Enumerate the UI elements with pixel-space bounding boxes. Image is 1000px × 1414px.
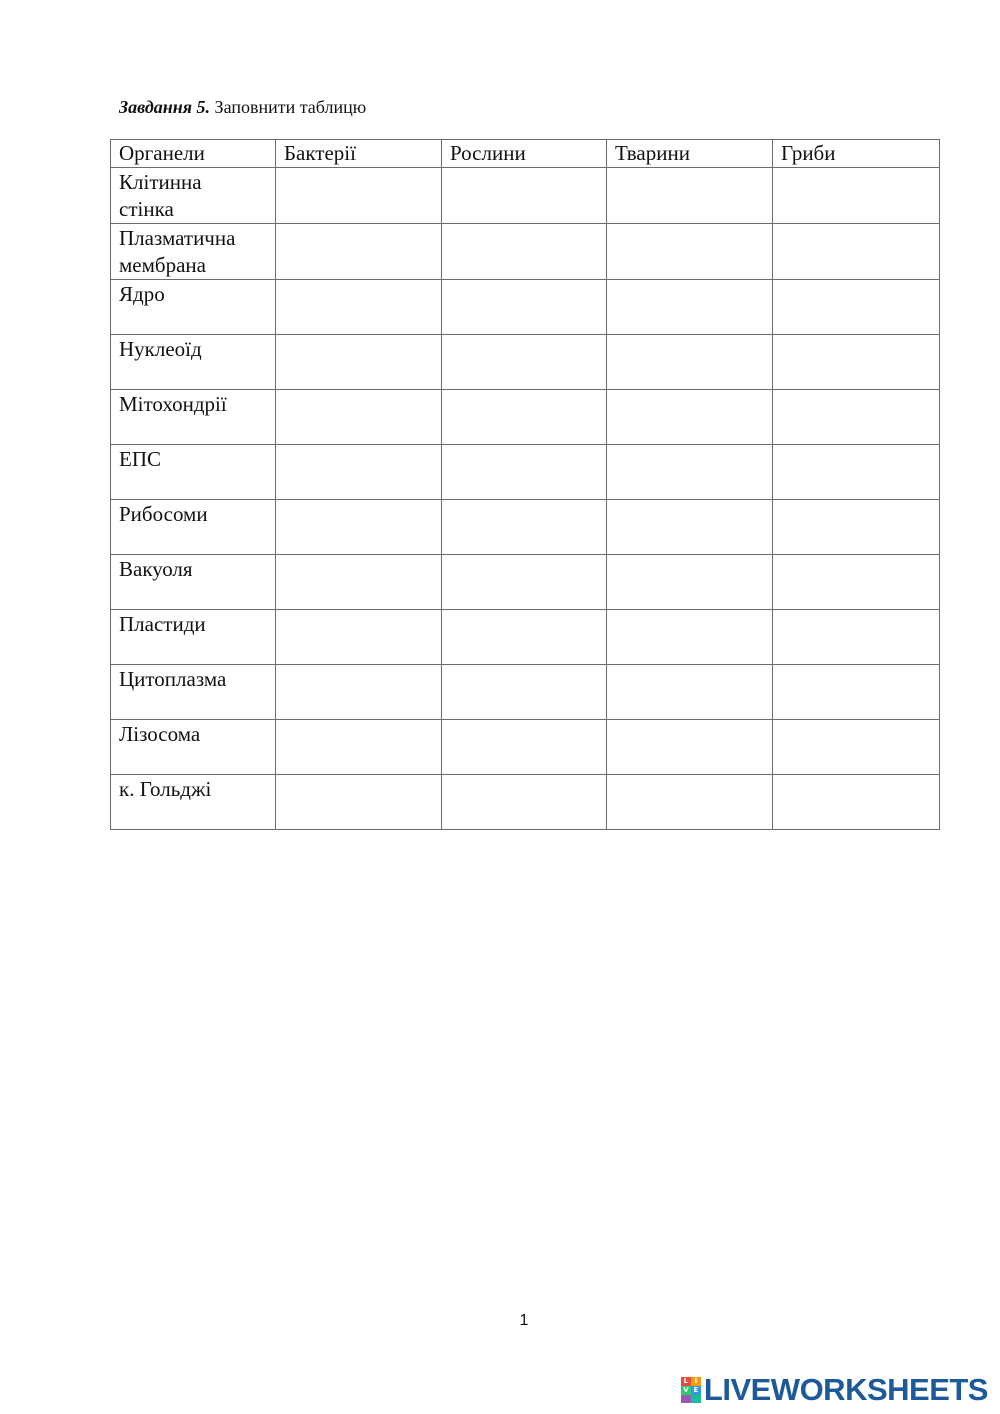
organelle-name-cell — [111, 224, 276, 280]
answer-cell-fungi[interactable] — [773, 775, 940, 830]
header-row — [111, 140, 940, 168]
answer-cell-fungi[interactable] — [773, 280, 940, 335]
answer-cell-fungi[interactable] — [773, 610, 940, 665]
organelle-name-cell — [111, 665, 276, 720]
column-header-plants: Рослини — [442, 140, 607, 168]
answer-cell-fungi[interactable] — [773, 390, 940, 445]
page-number: 1 — [519, 1312, 529, 1329]
logo-tile: V — [681, 1386, 691, 1395]
answer-cell-plants[interactable] — [442, 610, 607, 665]
column-header-organelles: Органели — [111, 140, 276, 168]
answer-cell-bacteria[interactable] — [276, 224, 442, 280]
answer-cell-animals[interactable] — [607, 390, 773, 445]
organelle-name-cell — [111, 390, 276, 445]
answer-cell-animals[interactable] — [607, 280, 773, 335]
table-row — [111, 500, 940, 555]
table-row — [111, 280, 940, 335]
answer-cell-bacteria[interactable] — [276, 335, 442, 390]
table-body — [111, 140, 940, 830]
answer-cell-animals[interactable] — [607, 335, 773, 390]
table-row — [111, 445, 940, 500]
table-row — [111, 665, 940, 720]
organelle-name: Рибосоми — [119, 502, 208, 526]
organelle-name-cell — [111, 280, 276, 335]
answer-cell-bacteria[interactable] — [276, 775, 442, 830]
answer-cell-bacteria[interactable] — [276, 390, 442, 445]
logo-tile — [681, 1395, 691, 1403]
organelle-name-cell — [111, 445, 276, 500]
answer-cell-fungi[interactable] — [773, 720, 940, 775]
liveworksheets-logo-text: LIVEWORKSHEETS — [703, 1372, 988, 1407]
answer-cell-fungi[interactable] — [773, 500, 940, 555]
answer-cell-animals[interactable] — [607, 168, 773, 224]
answer-cell-plants[interactable] — [442, 555, 607, 610]
organelle-name: Мітохондрії — [119, 392, 227, 416]
answer-cell-animals[interactable] — [607, 775, 773, 830]
logo-tile: E — [691, 1386, 701, 1395]
table-row — [111, 555, 940, 610]
answer-cell-fungi[interactable] — [773, 665, 940, 720]
organelle-name-cell — [111, 720, 276, 775]
organelle-name: ЕПС — [119, 447, 161, 471]
column-header-bacteria: Бактерії — [276, 140, 442, 168]
task-instruction: Заповнити таблицю — [210, 97, 367, 117]
answer-cell-animals[interactable] — [607, 610, 773, 665]
answer-cell-bacteria[interactable] — [276, 610, 442, 665]
column-header-animals: Тварини — [607, 140, 773, 168]
task-heading — [119, 95, 366, 119]
organelle-name-cell — [111, 500, 276, 555]
answer-cell-plants[interactable] — [442, 775, 607, 830]
answer-cell-plants[interactable] — [442, 500, 607, 555]
organelle-name-cell — [111, 775, 276, 830]
answer-cell-fungi[interactable] — [773, 555, 940, 610]
answer-cell-animals[interactable] — [607, 720, 773, 775]
answer-cell-animals[interactable] — [607, 500, 773, 555]
organelle-name-cell — [111, 610, 276, 665]
answer-cell-fungi[interactable] — [773, 445, 940, 500]
organelle-name-cell — [111, 168, 276, 224]
liveworksheets-logo[interactable] — [681, 1372, 988, 1408]
organelle-name-cell — [111, 555, 276, 610]
answer-cell-plants[interactable] — [442, 445, 607, 500]
organelle-name: Вакуоля — [119, 557, 193, 581]
organelle-name: к. Гольджі — [119, 777, 212, 801]
answer-cell-fungi[interactable] — [773, 168, 940, 224]
answer-cell-animals[interactable] — [607, 555, 773, 610]
organelle-name: Пластиди — [119, 612, 206, 636]
table-row — [111, 168, 940, 224]
task-label: Завдання 5. — [119, 97, 211, 117]
table-row — [111, 390, 940, 445]
organelle-name: Цитоплазма — [119, 667, 227, 691]
logo-tile: L — [681, 1377, 691, 1386]
logo-tile — [691, 1395, 701, 1403]
answer-cell-animals[interactable] — [607, 445, 773, 500]
column-header-fungi: Гриби — [773, 140, 940, 168]
answer-cell-plants[interactable] — [442, 720, 607, 775]
organelle-name: Клітинна — [119, 170, 202, 194]
answer-cell-bacteria[interactable] — [276, 555, 442, 610]
answer-cell-plants[interactable] — [442, 390, 607, 445]
answer-cell-fungi[interactable] — [773, 224, 940, 280]
answer-cell-animals[interactable] — [607, 665, 773, 720]
answer-cell-bacteria[interactable] — [276, 280, 442, 335]
answer-cell-bacteria[interactable] — [276, 665, 442, 720]
answer-cell-plants[interactable] — [442, 335, 607, 390]
organelles-table — [110, 139, 940, 830]
organelle-name: Ядро — [119, 282, 165, 306]
answer-cell-plants[interactable] — [442, 280, 607, 335]
answer-cell-animals[interactable] — [607, 224, 773, 280]
answer-cell-bacteria[interactable] — [276, 720, 442, 775]
logo-tile: I — [691, 1377, 701, 1386]
organelle-name: Плазматична — [119, 226, 236, 250]
answer-cell-bacteria[interactable] — [276, 500, 442, 555]
table-row — [111, 335, 940, 390]
organelle-name-cell — [111, 335, 276, 390]
answer-cell-plants[interactable] — [442, 168, 607, 224]
table-row — [111, 720, 940, 775]
table-row — [111, 610, 940, 665]
organelle-name: Лізосома — [119, 722, 201, 746]
answer-cell-bacteria[interactable] — [276, 168, 442, 224]
organelle-name: Нуклеоїд — [119, 337, 202, 361]
answer-cell-plants[interactable] — [442, 224, 607, 280]
organelle-name-continued: мембрана — [119, 253, 206, 277]
organelle-name-continued: стінка — [119, 197, 174, 221]
answer-cell-fungi[interactable] — [773, 335, 940, 390]
table-row — [111, 224, 940, 280]
answer-cell-bacteria[interactable] — [276, 445, 442, 500]
liveworksheets-logo-icon — [681, 1377, 701, 1403]
answer-cell-plants[interactable] — [442, 665, 607, 720]
table-row — [111, 775, 940, 830]
